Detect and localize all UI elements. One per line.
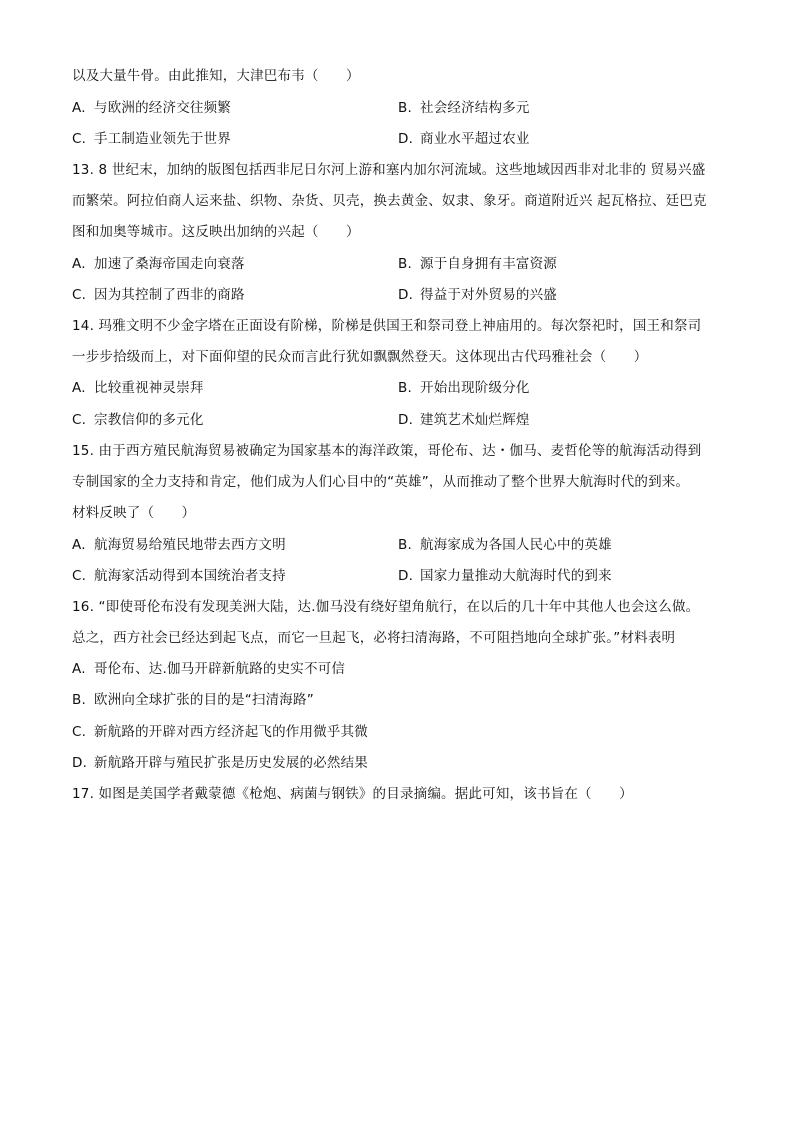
q13-option-d: D. 得益于对外贸易的兴盛 <box>398 287 557 303</box>
q14-option-c: C. 宗教信仰的多元化 <box>72 412 204 428</box>
q12-option-b: B. 社会经济结构多元 <box>398 100 530 116</box>
q17-stem: 17. 如图是美国学者戴蒙德《枪炮、病菌与钢铁》的目录摘编。据此可知，该书旨在（ ） <box>72 786 633 802</box>
q12-option-c: C. 手工制造业领先于世界 <box>72 131 231 147</box>
q13-option-c: C. 因为其控制了西非的商路 <box>72 287 245 303</box>
q13-stem-line-3: 图和加奥等城市。这反映出加纳的兴起（ ） <box>72 224 360 240</box>
q13-stem-line-2: 而繁荣。阿拉伯商人运来盐、织物、杂货、贝壳，换去黄金、奴隶、象牙。商道附近兴 起瓦格拉、廷巴克 <box>72 193 707 209</box>
q13-stem-line-1: 13. 8 世纪末，加纳的版图包括西非尼日尔河上游和塞内加尔河流域。这些地域因西非对北非的 贸易兴盛 <box>72 162 706 178</box>
q15-option-d: D. 国家力量推动大航海时代的到来 <box>398 568 612 584</box>
q16-option-c: C. 新航路的开辟对西方经济起飞的作用微乎其微 <box>72 724 368 740</box>
q15-option-b: B. 航海家成为各国人民心中的英雄 <box>398 537 612 553</box>
q14-option-a: A. 比较重视神灵崇拜 <box>72 380 204 396</box>
q15-option-a: A. 航海贸易给殖民地带去西方文明 <box>72 537 286 553</box>
q13-option-b: B. 源于自身拥有丰富资源 <box>398 256 557 272</box>
q14-stem-line-2: 一步步拾级而上，对下面仰望的民众而言此行犹如飘飘然登天。这体现出古代玛雅社会（ ） <box>72 349 648 365</box>
q15-stem-line-3: 材料反映了（ ） <box>72 505 196 521</box>
q15-option-c: C. 航海家活动得到本国统治者支持 <box>72 568 286 584</box>
q12-option-d: D. 商业水平超过农业 <box>398 131 530 147</box>
q14-stem-line-1: 14. 玛雅文明不少金字塔在正面设有阶梯，阶梯是供国王和祭司登上神庙用的。每次祭祀时，国王和祭司 <box>72 318 702 334</box>
q13-option-a: A. 加速了桑海帝国走向衰落 <box>72 256 245 272</box>
q16-stem-line-1: 16. “即使哥伦布没有发现美洲大陆，达.伽马没有绕好望角航行，在以后的几十年中其他人也会这么做。 <box>72 599 700 615</box>
q16-option-b: B. 欧洲向全球扩张的目的是“扫清海路” <box>72 692 314 708</box>
q15-stem-line-1: 15. 由于西方殖民航海贸易被确定为国家基本的海洋政策，哥伦布、达・伽马、麦哲伦等的航海活动得到 <box>72 443 702 459</box>
q14-option-b: B. 开始出现阶级分化 <box>398 380 530 396</box>
q14-option-d: D. 建筑艺术灿烂辉煌 <box>398 412 530 428</box>
q16-stem-line-2: 总之，西方社会已经达到起飞点，而它一旦起飞，必将扫清海路，不可阻挡地向全球扩张。”材料表明 <box>72 630 676 646</box>
q12-stem-tail: 以及大量牛骨。由此推知，大津巴布韦（ ） <box>72 68 360 84</box>
q12-option-a: A. 与欧洲的经济交往频繁 <box>72 100 231 116</box>
q15-stem-line-2: 专制国家的全力支持和肯定，他们成为人们心目中的“英雄”，从而推动了整个世界大航海时代的到来。 <box>72 474 690 490</box>
q16-option-d: D. 新航路开辟与殖民扩张是历史发展的必然结果 <box>72 755 368 771</box>
q16-option-a: A. 哥伦布、达.伽马开辟新航路的史实不可信 <box>72 661 346 677</box>
